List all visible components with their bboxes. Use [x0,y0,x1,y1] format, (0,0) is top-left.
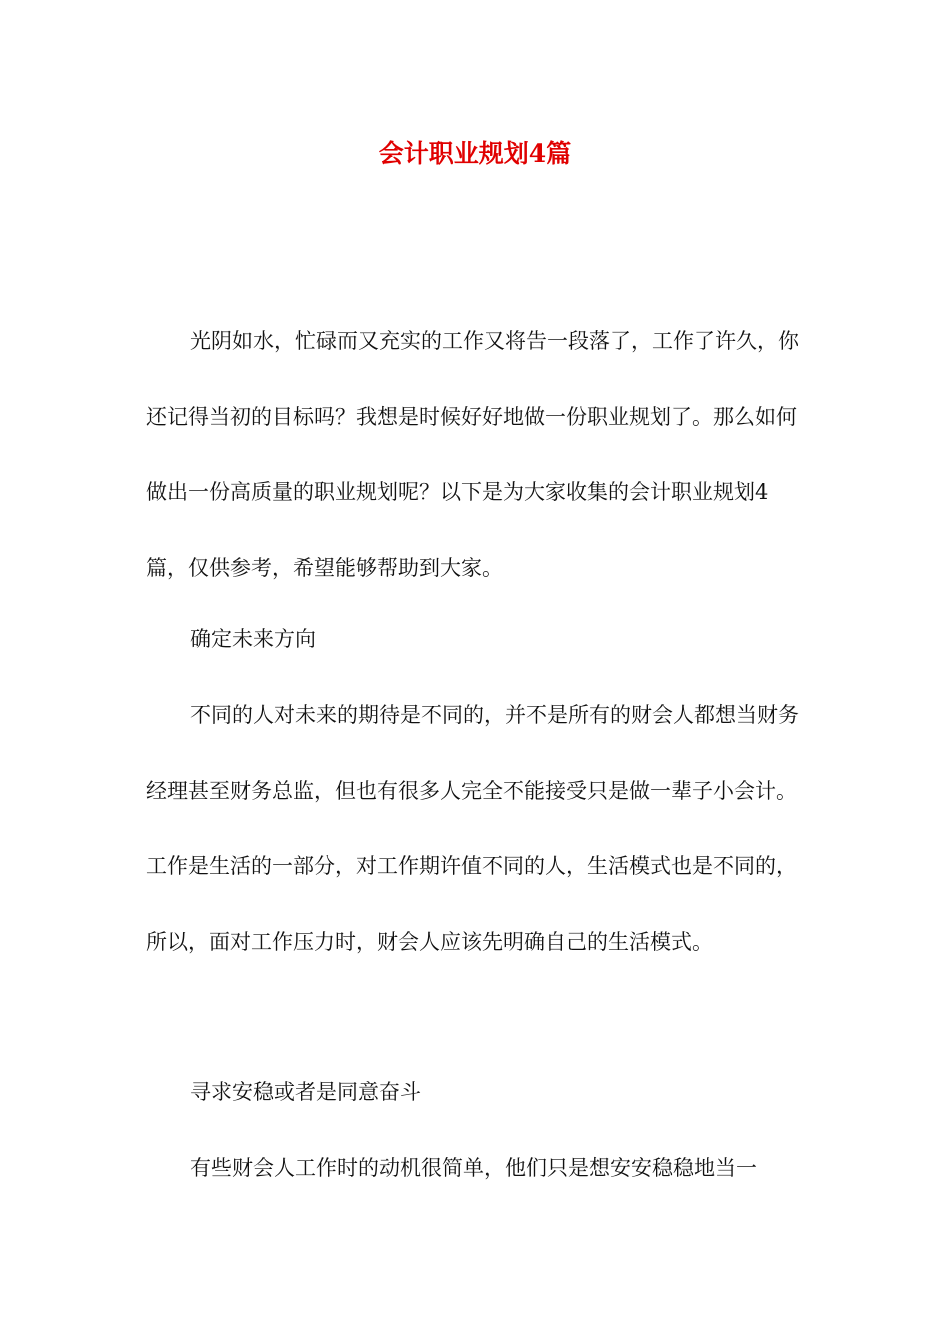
section-paragraph-stability: 有些财会人工作时的动机很简单，他们只是想安安稳稳地当一 [190,1156,757,1180]
section-heading-direction: 确定未来方向 [190,627,316,651]
document-title: 会计职业规划4篇 [378,139,572,168]
intro-paragraph: 光阴如水，忙碌而又充实的工作又将告一段落了，工作了许久，你还记得当初的目标吗？我想是时候好好地做一份职业规划了。那么如何做出一份高质量的职业规划呢？以下是为大家收集的会计职业规划4篇，仅供参考，希望能够帮助到大家。 [146,329,799,580]
section-paragraph-direction: 不同的人对未来的期待是不同的，并不是所有的财会人都想当财务经理甚至财务总监，但也有很多人完全不能接受只是做一辈子小会计。工作是生活的一部分，对工作期许值不同的人，生活模式也是不同的，所以，面对工作压力时，财会人应该先明确自己的生活模式。 [146,703,799,954]
section-heading-stability: 寻求安稳或者是同意奋斗 [190,1080,421,1104]
